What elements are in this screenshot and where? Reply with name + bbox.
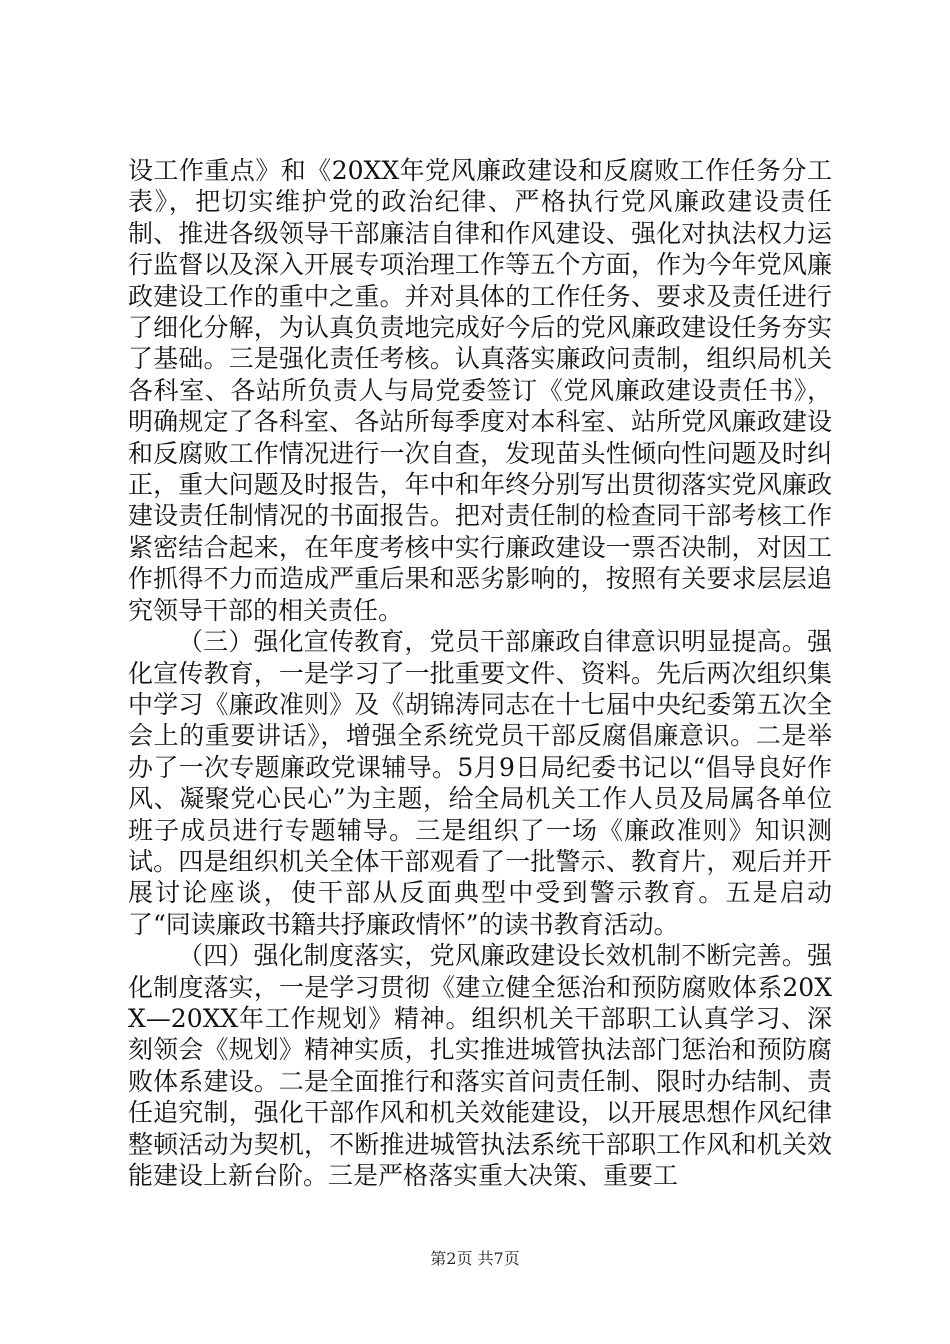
paragraph-1: 设工作重点》和《20XX年党风廉政建设和反腐败工作任务分工表》，把切实维护党的政治纪律、严格执行党风廉政建设责任制、推进各级领导干部廉洁自律和作风建设、强化对执法权力运行监督以及深入开展专项治理工作等五个方面，作为今年党风廉政建设工作的重中之重。并对具体的工作任务、要求及责任进行了细化分解，为认真负责地完成好今后的党风廉政建设任务夯实了基础。三是强化责任考核。认真落实廉政问责制，组织局机关各科室、各站所负责人与局党委签订《党风廉政建设责任书》，明确规定了各科室、各站所每季度对本科室、站所党风廉政建设和反腐败工作情况进行一次自查，发现苗头性倾向性问题及时纠正，重大问题及时报告，年中和年终分别写出贯彻落实党风廉政建设责任制情况的书面报告。把对责任制的检查同干部考核工作紧密结合起来，在年度考核中实行廉政建设一票否决制，对因工作抓得不力而造成严重后果和恶劣影响的，按照有关要求层层追究领导干部的相关责任。 bbox=[128, 156, 832, 625]
page-footer: 第2页 共7页 bbox=[430, 1249, 520, 1268]
document-body bbox=[128, 155, 832, 1191]
paragraph-2: （三）强化宣传教育，党员干部廉政自律意识明显提高。强化宣传教育，一是学习了一批重要文件、资料。先后两次组织集中学习《廉政准则》及《胡锦涛同志在十七届中央纪委第五次全会上的重要讲话》，增强全系统党员干部反腐倡廉意识。二是举办了一次专题廉政党课辅导。5月9日局纪委书记以“倡导良好作风、凝聚党心民心”为主题，给全局机关工作人员及局属各单位班子成员进行专题辅导。三是组织了一场《廉政准则》知识测试。四是组织机关全体干部观看了一批警示、教育片，观后并开展讨论座谈，使干部从反面典型中受到警示教育。五是启动了“同读廉政书籍共抒廉政情怀”的读书教育活动。 bbox=[128, 627, 832, 939]
paragraph-3: （四）强化制度落实，党风廉政建设长效机制不断完善。强化制度落实，一是学习贯彻《建立健全惩治和预防腐败体系20XX—20XX年工作规划》精神。组织机关干部职工认真学习、深刻领会《规划》精神实质，扎实推进城管执法部门惩治和预防腐败体系建设。二是全面推行和落实首问责任制、限时办结制、责任追究制，强化干部作风和机关效能建设，以开展思想作风纪律整顿活动为契机，不断推进城管执法系统干部职工作风和机关效能建设上新台阶。三是严格落实重大决策、重要工 bbox=[128, 941, 832, 1190]
